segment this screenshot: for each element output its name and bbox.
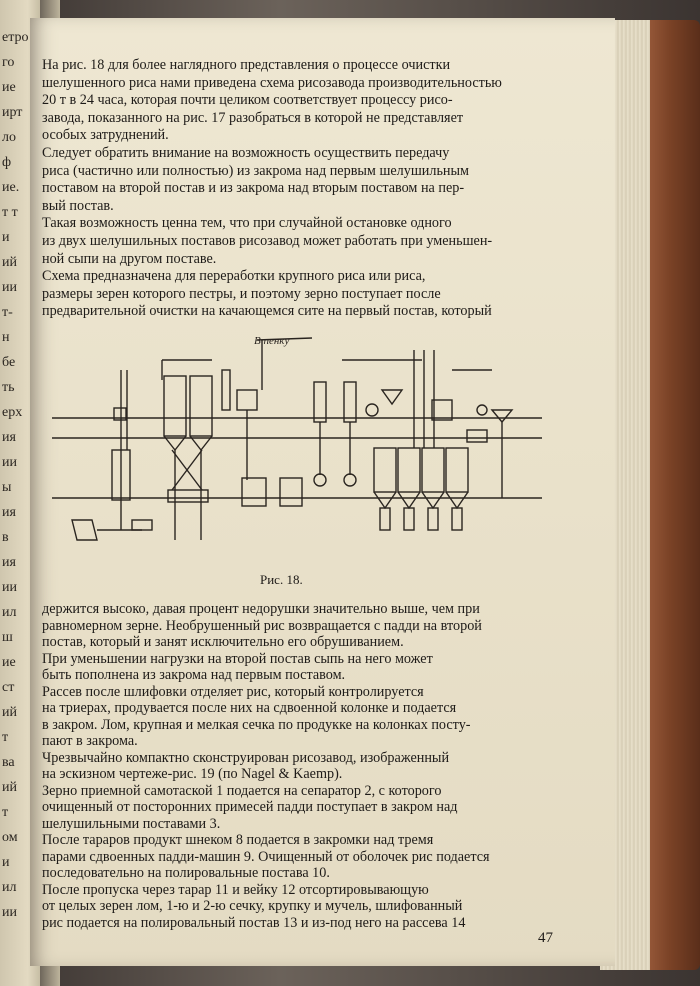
text-line: На рис. 18 для более наглядного представления о процессе очистки <box>42 57 451 73</box>
left-page-fragment: ст <box>2 680 15 695</box>
left-page-fragment: в <box>2 530 9 545</box>
text-line: постав, который и занят исключительно его обрушиванием. <box>42 634 404 650</box>
text-line: в закром. Лом, крупная и мелкая сечка по продукке на колонках посту- <box>42 716 471 733</box>
right-page <box>30 18 615 966</box>
text-line: Схема предназначена для переработки крупного риса или риса, <box>42 268 426 285</box>
left-page-fragment: т т <box>2 205 18 220</box>
left-page-fragment: ом <box>2 830 18 845</box>
text-line: Чрезвычайно компактно сконструирован рисозавод, изображенный <box>42 749 450 766</box>
text-line: на триерах, продувается после них на сдвоенной колонке и подается <box>42 700 457 716</box>
left-page-fragment: т- <box>2 305 13 320</box>
left-page-fragment: ий <box>2 705 17 720</box>
left-page-fragment: ф <box>2 155 12 170</box>
text-line: шелушенного риса нами приведена схема рисозавода производительностью <box>42 74 502 91</box>
left-page-fragment: ть <box>2 380 15 395</box>
left-page-fragment: ие <box>2 655 16 670</box>
left-page-fragment: т <box>2 805 9 820</box>
left-page-fragment: ерх <box>2 405 23 420</box>
text-line: После пропуска через тарар 11 и вейку 12 отсортировывающую <box>42 881 429 898</box>
left-page-fragment: ия <box>2 430 16 445</box>
left-page-fragment: бе <box>2 355 16 370</box>
text-line: пают в закрома. <box>42 733 138 749</box>
text-line: Такая возможность ценна тем, что при случайной остановке одного <box>42 215 452 232</box>
left-page-fragment: ло <box>2 130 16 145</box>
left-page-fragment: ия <box>2 505 16 520</box>
text-line: на эскизном чертеже-рис. 19 (по Nagel & Kaemp). <box>42 766 343 782</box>
text-line: предварительной очистки на качающемся сите на первый постав, который <box>42 303 492 320</box>
figure-caption: Рис. 18. <box>260 572 303 587</box>
diagram-label: В пенку <box>254 335 290 347</box>
text-line: рис подается на полировальный постав 13 и из-под него на рассева 14 <box>42 914 466 931</box>
left-page-fragment: н <box>2 330 10 345</box>
left-page-fragment: ы <box>2 480 12 495</box>
left-page-fragment: ва <box>2 755 15 770</box>
left-page-fragment: ии <box>2 455 17 470</box>
text-line: При уменьшении нагрузки на второй постав сыпь на него может <box>42 650 433 667</box>
left-page-fragment: т <box>2 730 9 745</box>
text-line: парами сдвоенных падди-машин 9. Очищенный от оболочек рис подается <box>42 848 490 865</box>
text-line: очищенный от посторонних примесей падди поступает в закром над <box>42 799 458 815</box>
text-line: риса (частично или полностью) из закрома над первым шелушильным <box>42 162 470 179</box>
text-line: быть пополнена из закрома над первым поставом. <box>42 667 346 683</box>
left-page-fragment: ие <box>2 80 16 95</box>
left-page-fragment: ил <box>2 880 17 895</box>
text-line: завода, показанного на рис. 17 разобраться в которой не представляет <box>42 109 464 126</box>
text-line: поставом на второй постав и из закрома над вторым поставом на пер- <box>42 180 465 197</box>
left-page-fragment: ий <box>2 780 17 795</box>
left-page-fragment: ии <box>2 905 17 920</box>
left-page-fragment: ие. <box>2 180 20 195</box>
text-line: держится высоко, давая процент недорушки значительно выше, чем при <box>42 601 480 617</box>
left-page-fragment: ил <box>2 605 17 620</box>
text-line: Зерно приемной самотаской 1 подается на сепаратор 2, с которого <box>42 782 442 799</box>
text-line: особых затруднений. <box>42 127 169 144</box>
text-line: от целых зерен лом, 1-ю и 2-ю сечку, крупку и мучель, шлифованный <box>42 898 463 914</box>
text-line: 20 т в 24 часа, которая почти целиком соответствует процессу рисо- <box>42 92 453 109</box>
text-line: размеры зерен которого пестры, и поэтому зерно поступает после <box>42 285 441 302</box>
rice-mill-diagram <box>52 330 542 562</box>
text-line: равномерном зерне. Необрушенный рис возвращается с падди на второй <box>42 617 482 634</box>
left-page-fragment: ии <box>2 580 17 595</box>
text-line: из двух шелушильных поставов рисозавод может работать при уменьшен- <box>42 233 493 249</box>
left-page-fragment: ия <box>2 555 16 570</box>
left-page-fragment: ии <box>2 280 17 295</box>
left-page-fragment: и <box>2 230 10 245</box>
text-line: Следует обратить внимание на возможность осуществить передачу <box>42 145 450 161</box>
left-page-fragment: го <box>2 55 15 70</box>
text-line: последовательно на полировальные постава 10. <box>42 865 330 881</box>
left-page-fragment: ш <box>2 630 13 645</box>
page-number: 47 <box>538 930 553 946</box>
text-line: шелушильными поставами 3. <box>42 815 221 832</box>
text-line: вый постав. <box>42 197 114 214</box>
text-line: ной сыпи на другом поставе. <box>42 250 217 267</box>
left-page-fragment: етро <box>2 30 29 45</box>
left-page-fragment: и <box>2 855 10 870</box>
text-line: После тараров продукт шнеком 8 подается в закромки над тремя <box>42 832 434 848</box>
left-page-fragment: ирт <box>2 105 23 120</box>
text-line: Рассев после шлифовки отделяет рис, который контролируется <box>42 683 424 700</box>
left-page-fragment: ий <box>2 255 17 270</box>
